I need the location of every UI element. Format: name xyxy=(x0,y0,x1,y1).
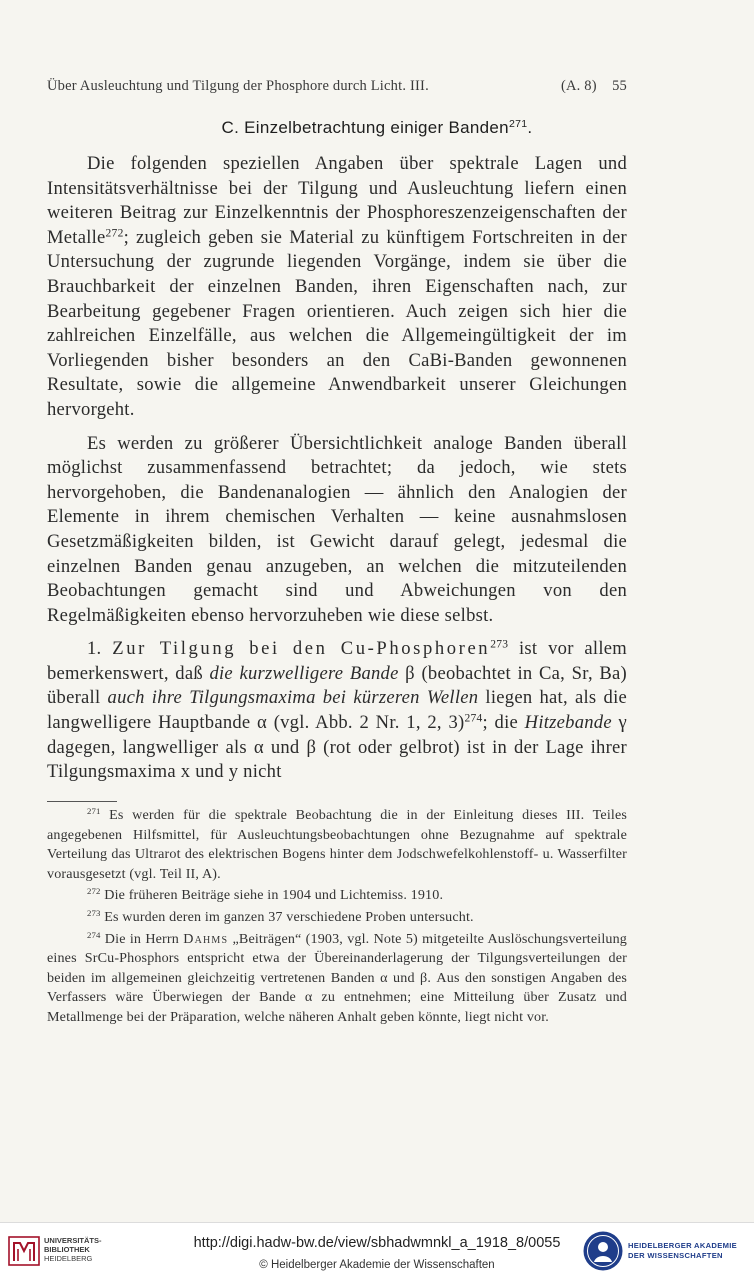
paragraph-3-number: 1. xyxy=(87,638,102,660)
paragraph-3-heading: Zur Tilgung bei den Cu-Phosphoren xyxy=(112,638,491,660)
paragraph-3-italic-1: die kurzwelligere Bande xyxy=(209,662,399,684)
footnote-272 xyxy=(47,886,627,906)
footnote-text: Es werden für die spektrale Beobachtung die in der Einleitung dieses III. Teiles angegebenen Hilfsmittel, für Ausleuchtungsbeobachtungen ohne Bezugnahme auf spektrale Verteilung das Ultrarot des elektrischen Bogens hinter dem Jodschwefelkohlenstoff- u. Wasserfilter vorausgesetzt (vgl. Teil II, A). xyxy=(47,807,627,882)
paragraph-3-text-4: ; die xyxy=(482,712,525,734)
academy-line-1: HEIDELBERGER AKADEMIE xyxy=(628,1241,737,1250)
academy-seal-icon xyxy=(582,1230,624,1272)
permalink-url[interactable]: http://digi.hadw-bw.de/view/sbhadwmnkl_a_1918_8/0055 xyxy=(193,1235,561,1251)
section-heading xyxy=(0,118,754,138)
footnote-ref-273: 273 xyxy=(490,638,509,651)
body-text xyxy=(47,152,627,785)
footnote-ref-271: 271 xyxy=(508,118,528,131)
footnote-number: 274 xyxy=(87,929,101,940)
footnote-ref-274: 274 xyxy=(464,712,483,725)
paragraph-3-text-2: β (beobachtet in Ca, Sr, Ba) überall xyxy=(47,662,628,709)
footnote-text: „Beiträgen“ (1903, vgl. Note 5) mitgeteilte Auslöschungsverteilung eines SrCu-Phosphors entspricht etwa der Übereinanderlagerung der Tilgungsverteilungen der beiden im allgemeinen gleichzeitig vertretenen Banden α und β. Aus den sonstigen Angaben des Verfassers wäre Überwiegen der Bande α zu entnehmen; eine Mitteilung über Zusatz und Metallmenge bei der Präparation, welche näheren Anhalt geben könnte, liegt nicht vor. xyxy=(47,930,627,1025)
library-line-3: HEIDELBERG xyxy=(44,1254,93,1263)
paragraph-2: Es werden zu größerer Übersichtlichkeit analoge Banden überall möglichst zusammenfassend betrachtet; da jedoch, wie stets hervorgehoben, die Bandenanalogien — ähnlich den Analogien der Elemente in ihrem chemischen Verhalten — keine ausnahmslosen Gesetzmäßigkeiten bilden, ist Gewicht darauf gelegt, jedesmal die einzelnen Banden genau anzugeben, an welchen die mitzuteilenden Beobachtungen gemacht sind und Abweichungen von den Regelmäßigkeiten ebenso hervorzuheben wie diese selbst. xyxy=(47,432,627,626)
running-head xyxy=(47,78,627,95)
footnote-273 xyxy=(47,908,627,928)
paragraph-3-text-1: ist vor allem bemerkenswert, daß xyxy=(47,638,627,684)
academy-name xyxy=(628,1241,737,1261)
paragraph-3-text-5: γ dagegen, langwelliger als α und β (rot oder gelbrot) ist in der Lage ihrer Tilgungsmaxima x und y nicht xyxy=(47,712,627,783)
paragraph-1-part-b: ; zugleich geben sie Material zu künftigem Fortschreiten in der Untersuchung der zugrunde liegenden Vorgänge, indem sie über die Brauchbarkeit der einzelnen Banden, ihren Eigenschaften nach, zur Bearbeitung gegebener Fragen orientieren. Auch zeigen sich hier die zahlreichen Einzelfälle, aus welchen die Allgemeingültigkeit der im Vorliegenden bisher besonders an den CaBi-Banden gewonnenen Resultate, sowie die allgemeine Anwendbarkeit unserer Gleichungen hervorgeht. xyxy=(47,226,627,420)
footnote-274 xyxy=(47,930,627,1028)
library-line-2: BIBLIOTHEK xyxy=(44,1245,90,1254)
footnotes xyxy=(47,806,627,1028)
running-head-ref xyxy=(561,78,627,95)
footnote-text: Die in Herrn xyxy=(100,930,184,947)
paragraph-3-italic-2: auch ihre Tilgungsmaxima bei kürzeren Wellen xyxy=(107,687,479,709)
paragraph-3 xyxy=(47,637,627,785)
footnote-number: 273 xyxy=(87,908,101,919)
footnote-text: Die früheren Beiträge siehe in 1904 und Lichtemiss. 1910. xyxy=(100,887,444,904)
page-number: 55 xyxy=(612,78,627,94)
library-line-1: UNIVERSITÄTS- xyxy=(44,1236,102,1245)
running-head-ref-code: (A. 8) xyxy=(560,78,597,94)
paragraph-1-part-a: Die folgenden speziellen Angaben über spektrale Lagen und Intensitätsverhältnisse bei der Tilgung und Ausleuchtung liefern einen weiteren Beitrag zur Einzelkenntnis der Phosphoreszenzeigenschaften der Metalle xyxy=(47,153,627,248)
footnote-ref-272: 272 xyxy=(105,227,124,240)
paragraph-3-italic-3: Hitzebande xyxy=(524,712,612,734)
footnote-text: Es wurden deren im ganzen 37 verschiedene Proben untersucht. xyxy=(100,908,474,925)
footnote-divider xyxy=(47,801,117,802)
section-heading-end: . xyxy=(527,118,533,137)
footnote-271 xyxy=(47,806,627,884)
copyright-notice: © Heidelberger Akademie der Wissenschaften xyxy=(259,1259,495,1271)
academy-line-2: DER WISSENSCHAFTEN xyxy=(628,1251,723,1260)
running-head-title: Über Ausleuchtung und Tilgung der Phosphore durch Licht. III. xyxy=(47,78,429,94)
footnote-number: 272 xyxy=(87,886,101,897)
footer-bar xyxy=(0,1222,754,1279)
paragraph-3-text-3: liegen hat, als die langwelligere Hauptbande α (vgl. Abb. 2 Nr. 1, 2, 3) xyxy=(47,687,627,734)
section-heading-text: C. Einzelbetrachtung einiger Banden xyxy=(221,118,509,137)
footnote-author: Dahms xyxy=(183,930,229,947)
footnote-number: 271 xyxy=(87,806,101,817)
paragraph-1 xyxy=(47,152,627,423)
